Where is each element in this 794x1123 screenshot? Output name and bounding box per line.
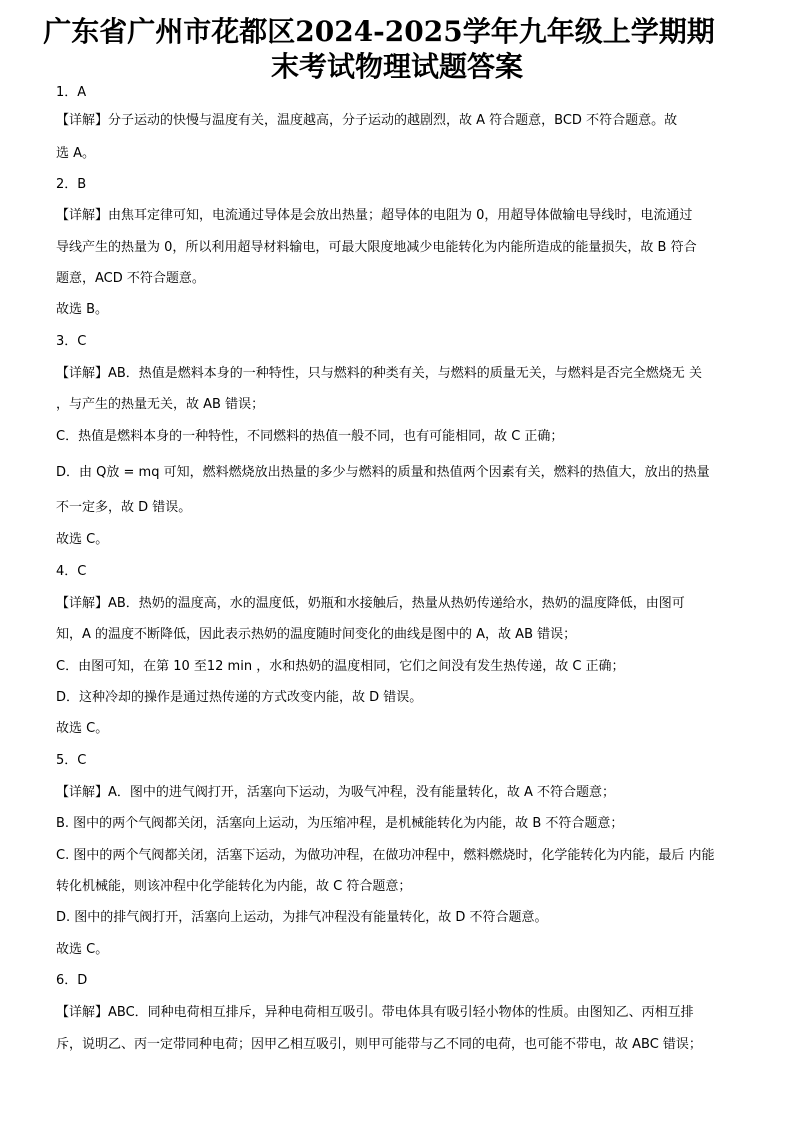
- answer-number-1: 1．A: [56, 85, 87, 100]
- explanation-line: 【详解】AB．热值是燃料本身的一种特性，只与燃料的种类有关，与燃料的质量无关，与燃料是否完全燃烧无 关: [56, 366, 702, 381]
- document-title-line1: 广东省广州市花都区2024-2025学年九年级上学期期: [43, 15, 715, 48]
- answer-conclusion: 故选 C。: [56, 532, 109, 547]
- explanation-line: C．由图可知，在第 10 至12 min ，水和热奶的温度相同，它们之间没有发生热传递，故 C 正确；: [56, 659, 625, 674]
- explanation-line: 知，A 的温度不断降低，因此表示热奶的温度随时间变化的曲线是图中的 A，故 AB 错误；: [56, 627, 577, 642]
- document-title-line2: 末考试物理试题答案: [270, 50, 523, 83]
- explanation-line: 斥，说明乙、丙一定带同种电荷；因甲乙相互吸引，则甲可能带与乙不同的电荷，也可能不带电，故 ABC 错误；: [56, 1037, 702, 1052]
- explanation-line: ，与产生的热量无关，故 AB 错误；: [56, 397, 265, 412]
- explanation-line: 【详解】A．图中的进气阀打开，活塞向下运动，为吸气冲程，没有能量转化，故 A 不符合题意；: [56, 785, 616, 800]
- answer-conclusion: 故选 C。: [56, 721, 109, 736]
- explanation-line: B. 图中的两个气阀都关闭，活塞向上运动，为压缩冲程，是机械能转化为内能，故 B 不符合题意；: [56, 816, 624, 831]
- explanation-line: D. 图中的排气阀打开，活塞向上运动，为排气冲程没有能量转化，故 D 不符合题意。: [56, 910, 548, 925]
- answer-number-5: 5．C: [56, 753, 87, 768]
- explanation-line: D．这种冷却的操作是通过热传递的方式改变内能，故 D 错误。: [56, 690, 423, 705]
- answer-number-2: 2．B: [56, 177, 87, 192]
- explanation-line: 【详解】ABC．同种电荷相互排斥，异种电荷相互吸引。带电体具有吸引轻小物体的性质。由图知乙、丙相互排: [56, 1005, 694, 1020]
- explanation-line: 【详解】由焦耳定律可知，电流通过导体是会放出热量；超导体的电阻为 0，用超导体做输电导线时，电流通过: [56, 208, 693, 223]
- explanation-line: 导线产生的热量为 0，所以利用超导材料输电，可最大限度地减少电能转化为内能所造成的能量损失，故 B 符合: [56, 240, 697, 255]
- answer-number-4: 4．C: [56, 564, 87, 579]
- explanation-line: 题意，ACD 不符合题意。: [56, 271, 205, 286]
- explanation-line: 【详解】分子运动的快慢与温度有关，温度越高，分子运动的越剧烈，故 A 符合题意，BCD 不符合题意。故: [56, 113, 678, 128]
- explanation-line: 转化机械能，则该冲程中化学能转化为内能，故 C 符合题意；: [56, 879, 412, 894]
- answer-number-6: 6．D: [56, 973, 88, 988]
- answer-conclusion: 故选 B。: [56, 302, 109, 317]
- explanation-line: 不一定多，故 D 错误。: [56, 500, 192, 515]
- explanation-line: C．热值是燃料本身的一种特性，不同燃料的热值一般不同，也有可能相同，故 C 正确；: [56, 429, 564, 444]
- answer-number-3: 3．C: [56, 334, 87, 349]
- explanation-line: 【详解】AB．热奶的温度高，水的温度低，奶瓶和水接触后，热量从热奶传递给水，热奶的温度降低，由图可: [56, 596, 685, 611]
- explanation-line: 选 A。: [56, 146, 96, 161]
- explanation-line: C. 图中的两个气阀都关闭，活塞下运动，为做功冲程，在做功冲程中，燃料燃烧时，化学能转化为内能，最后 内能: [56, 848, 715, 863]
- explanation-line: D．由 Q放 = mq 可知，燃料燃烧放出热量的多少与燃料的质量和热值两个因素有关，燃料的热值大，放出的热量: [56, 465, 710, 480]
- answer-conclusion: 故选 C。: [56, 942, 109, 957]
